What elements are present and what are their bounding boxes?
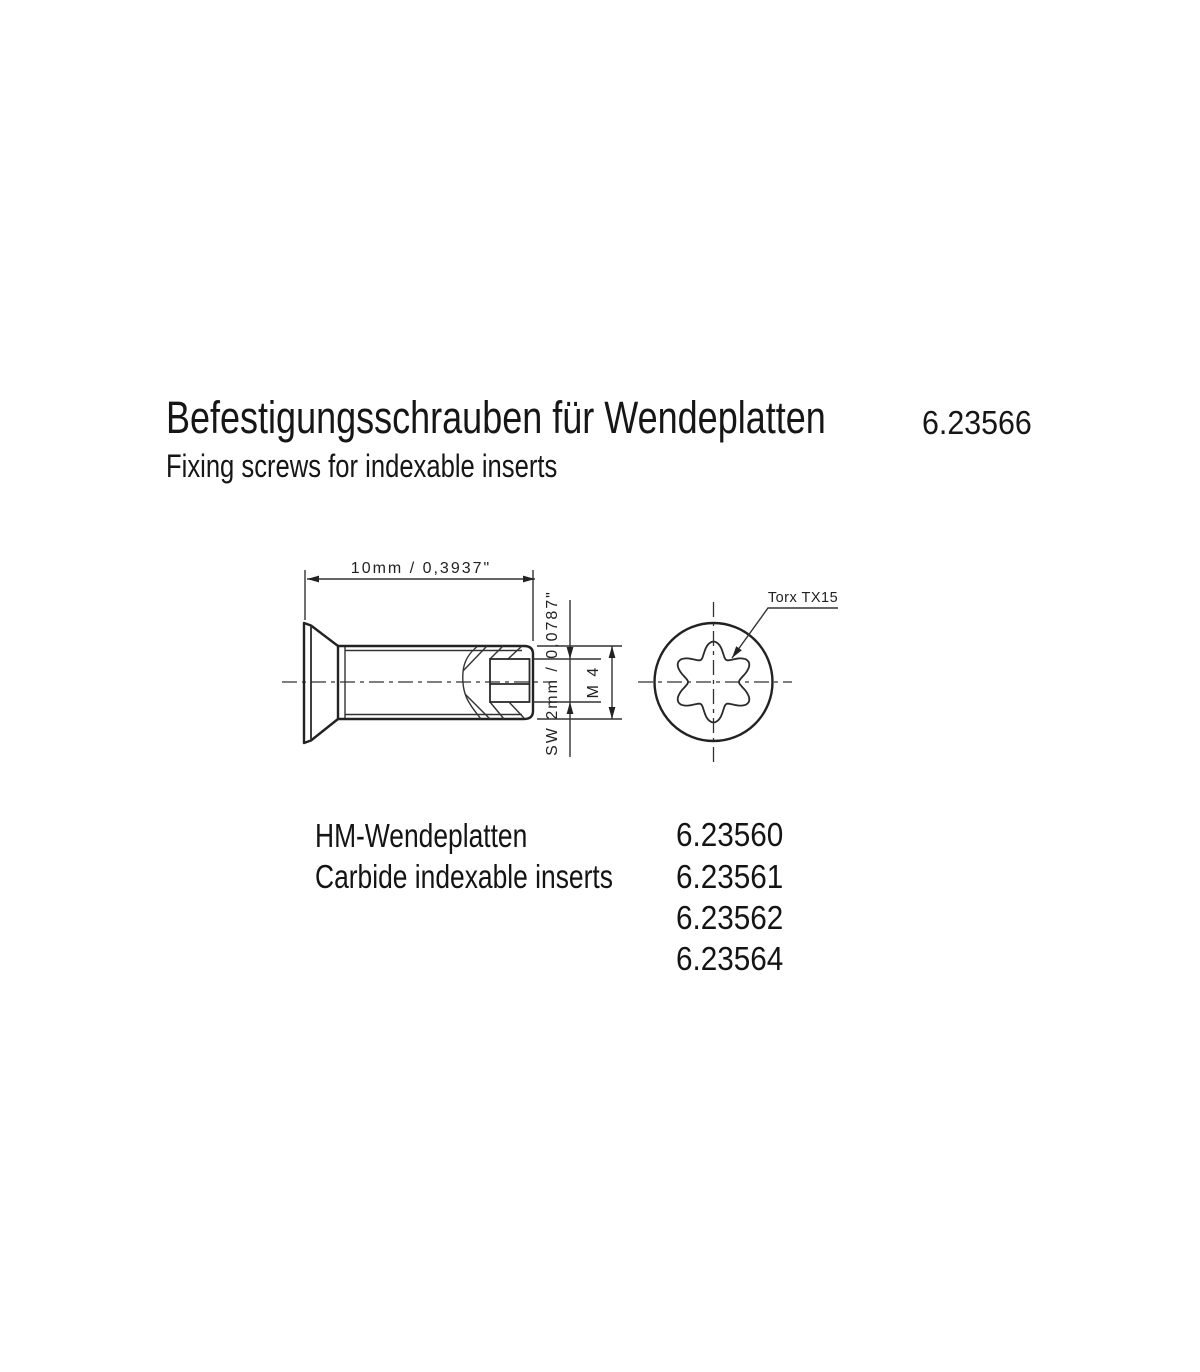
recess-cone-line-5 — [490, 702, 504, 719]
socket-arrow-top — [567, 647, 574, 659]
part-number-text: 6.23562 — [676, 899, 784, 936]
length-arrow-left — [307, 576, 319, 583]
thread-arrow-top — [609, 646, 616, 658]
part-row-number — [655, 818, 805, 851]
part-number-text: 6.23564 — [676, 940, 784, 977]
socket-rectangle — [490, 659, 530, 702]
thread-dimension-text: M 4 — [585, 665, 602, 699]
part-row-number — [655, 860, 805, 893]
part-number-text: 6.23561 — [676, 858, 784, 895]
part-label-text: HM-Wendeplatten — [315, 817, 528, 854]
article-number-text: 6.23566 — [922, 404, 1032, 441]
socket-dimension-text: SW 2mm / 0,0787" — [544, 590, 561, 756]
part-label-text: Carbide indexable inserts — [315, 858, 613, 895]
part-number-text: 6.23560 — [676, 816, 784, 853]
recess-cone-line-3 — [508, 646, 522, 659]
page-title-german-text: Befestigungsschrauben für Wendeplatten — [166, 392, 826, 443]
recess-cone-line-6 — [509, 702, 524, 718]
screw-head-outline — [304, 623, 338, 743]
thread-arrow-bottom — [609, 707, 616, 719]
drive-label-text: Torx TX15 — [767, 590, 839, 606]
socket-arrow-bottom — [567, 702, 574, 714]
part-row-label — [315, 860, 687, 893]
drive-leader-arrow — [732, 646, 742, 658]
part-row-number — [655, 942, 805, 975]
dimension-length — [305, 560, 535, 641]
recess-cone-line-2 — [490, 646, 503, 659]
part-row-number — [655, 901, 805, 934]
page-subtitle-english-text: Fixing screws for indexable inserts — [166, 448, 558, 484]
screw-front-view — [638, 590, 838, 764]
part-row-label — [315, 819, 580, 852]
length-dimension-text: 10mm / 0,3937" — [350, 560, 492, 577]
screw-side-view — [282, 623, 556, 743]
